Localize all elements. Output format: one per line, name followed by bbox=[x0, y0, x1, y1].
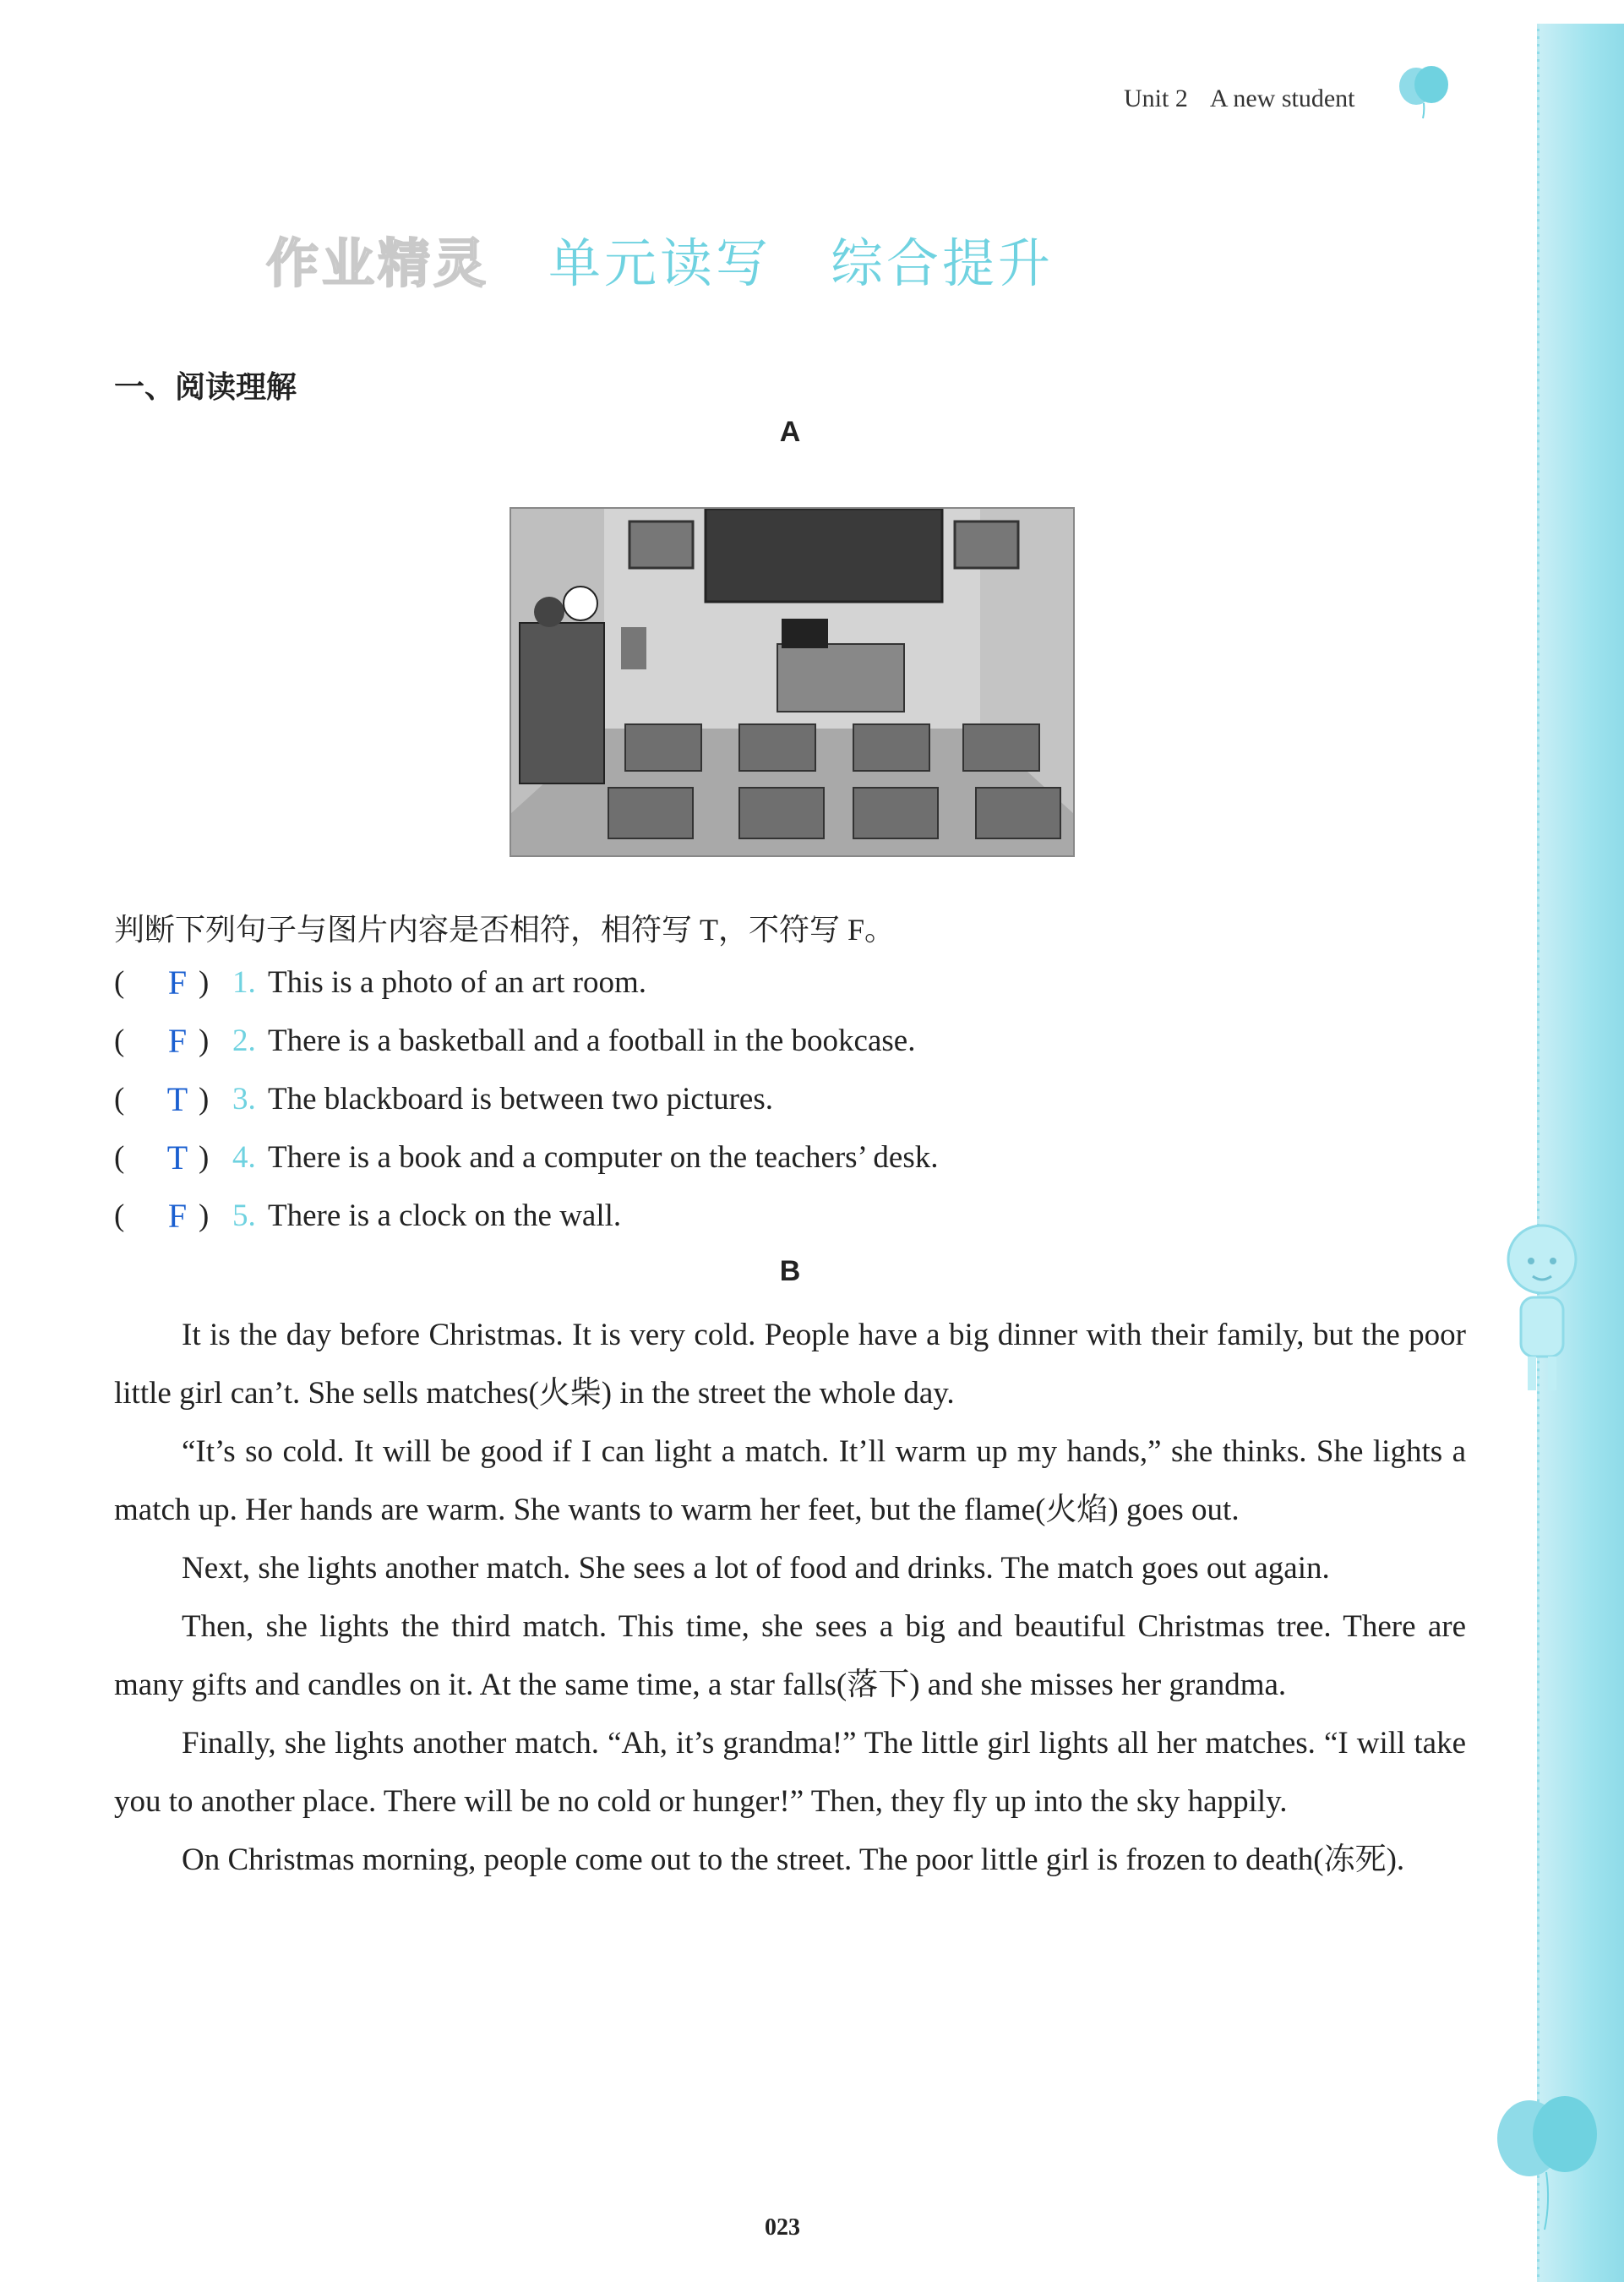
question-number: 1. bbox=[232, 965, 256, 1000]
list-item: ( F ) 5. There is a clock on the wall. bbox=[114, 1197, 622, 1235]
question-text: There is a clock on the wall. bbox=[268, 1198, 622, 1233]
question-list bbox=[114, 953, 938, 1245]
classroom-illustration bbox=[510, 507, 1075, 857]
part-b-label: B bbox=[779, 1255, 801, 1287]
list-item: ( F ) 2. There is a basketball and a football in the bookcase. bbox=[114, 1022, 916, 1060]
question-number: 3. bbox=[232, 1082, 256, 1116]
page-number: 023 bbox=[765, 2214, 800, 2241]
decorative-side-strip bbox=[1537, 24, 1624, 2282]
answer-value: T bbox=[166, 1080, 188, 1118]
unit-title: A new student bbox=[1209, 85, 1355, 112]
question-text: The blackboard is between two pictures. bbox=[268, 1082, 773, 1116]
instruction-text: 判断下列句子与图片内容是否相符，相符写 T，不符写 F。 bbox=[114, 913, 896, 947]
question-number: 2. bbox=[232, 1024, 256, 1058]
answer-value: F bbox=[167, 1022, 188, 1060]
balloon-icon bbox=[1394, 61, 1453, 120]
passage-paragraph: On Christmas morning, people come out to the street. The poor little girl is frozen to death(冻死). bbox=[182, 1843, 1405, 1877]
question-number: 4. bbox=[232, 1140, 256, 1175]
section-banner bbox=[266, 221, 1054, 298]
answer-value: F bbox=[167, 964, 188, 1002]
passage-paragraph: Finally, she lights another match. “Ah, it’s grandma!” The little girl lights all her matches. “I will take you to another place. There will be no cold or hunger!” Then, they fly up into the sky happily. bbox=[114, 1726, 1466, 1819]
brand-watermark: 作业精灵 bbox=[266, 232, 490, 294]
part-a-label: A bbox=[779, 416, 801, 448]
question-text: This is a photo of an art room. bbox=[268, 965, 647, 1000]
list-item: ( T ) 4. There is a book and a computer on the teachers’ desk. bbox=[114, 1138, 939, 1176]
answer-value: F bbox=[167, 1197, 188, 1235]
question-text: There is a book and a computer on the teachers’ desk. bbox=[268, 1140, 939, 1175]
answer-value: T bbox=[166, 1138, 188, 1176]
list-item: ( T ) 3. The blackboard is between two pictures. bbox=[114, 1080, 773, 1118]
passage-paragraph: “It’s so cold. It will be good if I can light a match. It’ll warm up my hands,” she thinks. She lights a match up. Her hands are warm. She wants to warm her feet, but the flame(火焰) goes out. bbox=[114, 1434, 1466, 1527]
passage-paragraph: Next, she lights another match. She sees a lot of food and drinks. The match goes out again. bbox=[182, 1551, 1330, 1586]
question-text: There is a basketball and a football in the bookcase. bbox=[268, 1024, 916, 1058]
balloons-icon bbox=[1487, 2088, 1605, 2231]
banner-part2: 综合提升 bbox=[831, 232, 1055, 294]
reading-passage bbox=[114, 1306, 1466, 1889]
passage-paragraph: Then, she lights the third match. This time, she sees a big and beautiful Christmas tree. There are many gifts and candles on it. At the same time, a star falls(落下) and she misses her grandma. bbox=[114, 1609, 1466, 1702]
unit-label: Unit 2 bbox=[1124, 85, 1188, 112]
question-number: 5. bbox=[232, 1198, 256, 1233]
banner-part1: 单元读写 bbox=[548, 232, 772, 294]
cartoon-girl-icon bbox=[1496, 1217, 1589, 1403]
list-item: ( F ) 1. This is a photo of an art room. bbox=[114, 964, 647, 1002]
page-header bbox=[1124, 85, 1377, 113]
passage-paragraph: It is the day before Christmas. It is very cold. People have a big dinner with their family, but the poor little girl can’t. She sells matches(火柴) in the street the whole day. bbox=[114, 1318, 1466, 1411]
section-heading: 一、阅读理解 bbox=[114, 370, 297, 405]
